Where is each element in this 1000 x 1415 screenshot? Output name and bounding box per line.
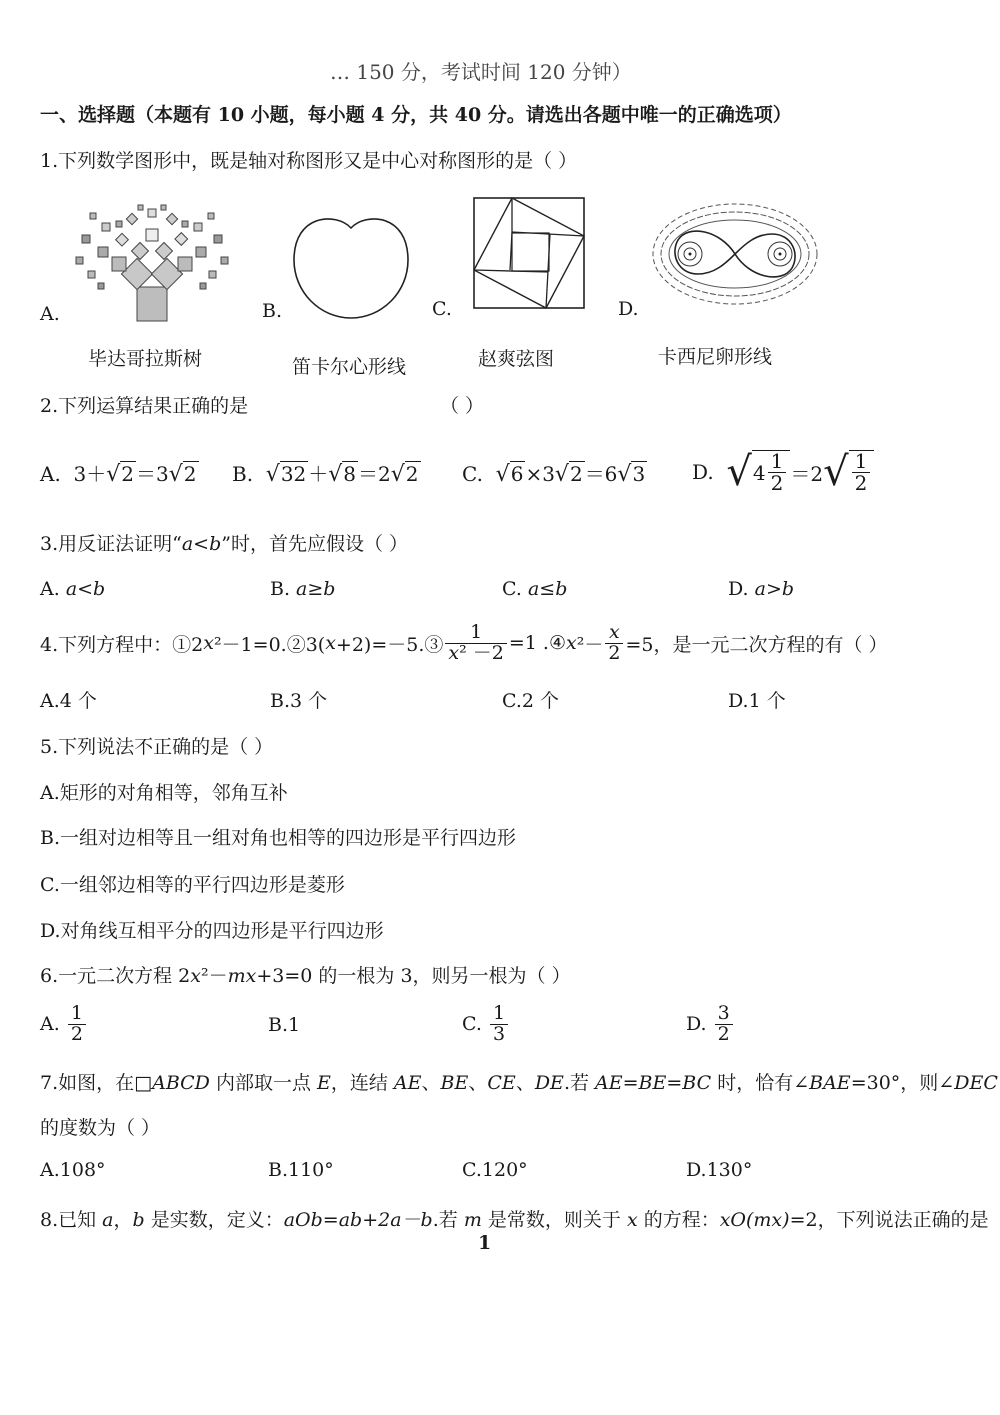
question-4-stem: 4.下列方程中：①2 x ²－1=0.②3( x +2)=－5.③ $\frac{1}{\text{x² －2}}$ =1 .④ x ²－ $\frac{x}{2}$ =5，是一元二次方程的有（ ）	[40, 620, 888, 664]
q2-option-b: B. √32 ＋√8 ＝2√2	[232, 462, 419, 487]
q3-option-b: B. a≥b	[270, 578, 336, 600]
question-6-stem: 6.一元二次方程 2x²－mx+3=0 的一根为 3，则另一根为（ ）	[40, 965, 571, 987]
q1-option-a-caption: 毕达哥拉斯树	[88, 348, 203, 370]
question-2-stem: 2.下列运算结果正确的是	[40, 395, 249, 417]
cardioid-figure	[292, 212, 410, 322]
q2-option-c: C. √6 ×3√2 ＝6√3	[462, 462, 646, 487]
q6-option-c: C. $\frac{1}{3}$	[462, 998, 510, 1050]
q6-option-b: B.1	[268, 1014, 301, 1036]
q7-option-a: A.108°	[40, 1159, 106, 1181]
q1-option-b-caption: 笛卡尔心形线	[292, 356, 407, 378]
q6-option-d: D. $\frac{3}{2}$	[686, 998, 735, 1050]
question-3-stem: 3.用反证法证明“a<b”时，首先应假设（ ）	[40, 533, 409, 555]
page-number: 1	[478, 1232, 492, 1254]
q5-option-d: D.对角线互相平分的四边形是平行四边形	[40, 920, 384, 942]
question-8-stem: 8.已知 a，b 是实数，定义：aOb=ab+2a－b.若 m 是常数，则关于 x 的方程：xO(mx)=2，下列说法正确的是	[40, 1209, 989, 1231]
q4-option-b: B.3 个	[270, 690, 328, 712]
q3-option-c: C. a≤b	[502, 578, 568, 600]
q6-option-a: A. $\frac{1}{2}$	[40, 998, 88, 1050]
q1-option-d-letter: D.	[618, 298, 639, 320]
q3-option-d: D. a>b	[728, 578, 795, 600]
q4-option-c: C.2 个	[502, 690, 560, 712]
pythagoras-tree-figure	[72, 205, 232, 323]
q7-option-c: C.120°	[462, 1159, 528, 1181]
exam-info-partial: … 150 分，考试时间 120 分钟）	[330, 60, 632, 84]
zhao-shuang-diagram-figure	[472, 196, 586, 310]
q1-option-c-caption: 赵爽弦图	[478, 348, 555, 370]
q1-option-d-caption: 卡西尼卵形线	[658, 346, 773, 368]
q7-option-b: B.110°	[268, 1159, 334, 1181]
question-7-stem-line2: 的度数为（ ）	[40, 1117, 161, 1139]
q5-option-a: A.矩形的对角相等，邻角互补	[40, 782, 288, 804]
cassini-oval-figure	[650, 200, 820, 308]
question-2-answer-paren: （ ）	[440, 395, 485, 417]
question-7-stem: 7.如图，在□ABCD 内部取一点 E，连结 AE、BE、CE、DE.若 AE=BE=BC 时，恰有∠BAE=30°，则∠DEC	[40, 1072, 998, 1094]
section-title: 一、选择题（本题有 10 小题，每小题 4 分，共 40 分。请选出各题中唯一的正确选项）	[40, 104, 792, 126]
q1-option-c-letter: C.	[432, 298, 452, 320]
q2-option-a: A. 3＋√2 ＝3√2	[40, 462, 197, 487]
question-5-stem: 5.下列说法不正确的是（ ）	[40, 736, 274, 758]
q2-option-d: D. √ 4 $\frac{1}{2}$ ＝2 √ $\frac{1}{2}$	[692, 440, 874, 504]
q1-option-b-letter: B.	[262, 300, 283, 322]
q5-option-c: C.一组邻边相等的平行四边形是菱形	[40, 874, 345, 896]
q3-option-a: A. a<b	[40, 578, 106, 600]
q7-option-d: D.130°	[686, 1159, 753, 1181]
q5-option-b: B.一组对边相等且一组对角也相等的四边形是平行四边形	[40, 827, 517, 849]
q4-option-d: D.1 个	[728, 690, 786, 712]
question-1-stem: 1.下列数学图形中，既是轴对称图形又是中心对称图形的是（ ）	[40, 150, 578, 172]
q4-option-a: A.4 个	[40, 690, 97, 712]
q1-option-a-letter: A.	[40, 303, 60, 325]
